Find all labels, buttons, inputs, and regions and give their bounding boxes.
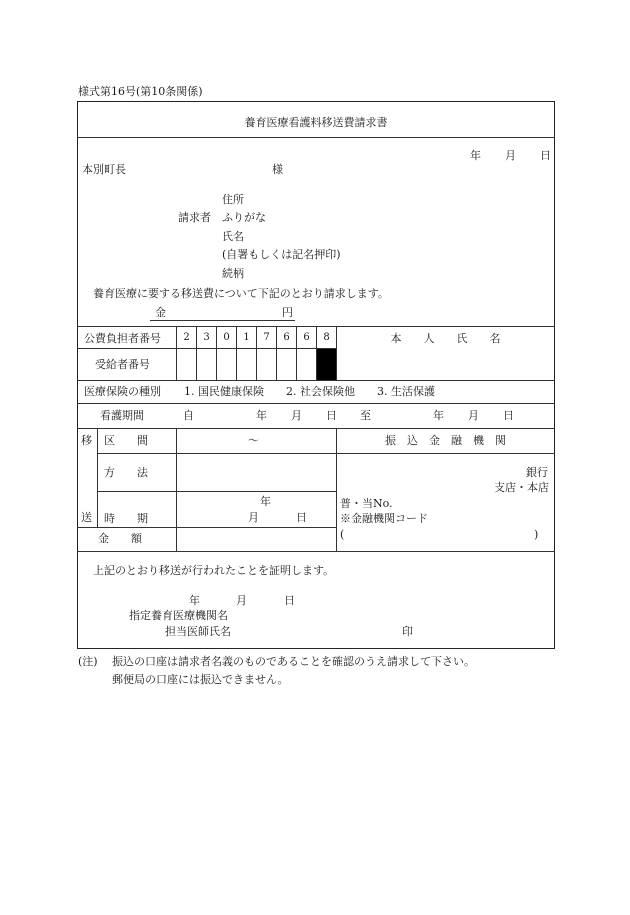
transfer-label-bottom: 送 (81, 511, 92, 524)
form-title: 養育医療看護料移送費請求書 (244, 116, 388, 129)
date-month: 月 (505, 149, 516, 162)
care-from: 自 (183, 409, 194, 422)
divider (77, 348, 176, 349)
care-to-month: 月 (468, 409, 479, 422)
request-text: 養育医療に要する移送費について下記のとおり請求します。 (93, 287, 389, 300)
recipient-name-header: 本 人 氏 名 (390, 332, 501, 345)
divider (296, 326, 297, 380)
addressee: 本別町長 (82, 163, 126, 176)
divider (77, 527, 336, 528)
divider (77, 551, 555, 552)
divider (196, 326, 197, 380)
divider (216, 326, 217, 380)
field-address: 住所 (222, 193, 244, 206)
insurance-options: 1. 国民健康保険 2. 社会保険他 3. 生活保護 (184, 385, 435, 398)
seal-mark: 印 (402, 625, 413, 638)
blacked-out-cell (317, 349, 336, 380)
section-label: 区 間 (104, 434, 148, 447)
care-to: 至 (360, 409, 371, 422)
note-prefix: (注) (78, 655, 98, 668)
timing-label: 時 期 (104, 512, 148, 525)
payer-digit: 7 (263, 332, 270, 343)
cert-year: 年 (189, 594, 200, 607)
divider (77, 403, 555, 404)
insurance-type-label: 医療保険の種別 (84, 385, 161, 398)
date-year: 年 (470, 149, 481, 162)
field-relationship: 続柄 (222, 267, 244, 280)
care-period-label: 看護期間 (100, 409, 144, 422)
bank-code-label: ※金融機関コード (340, 512, 428, 525)
bank-label: 銀行 (526, 466, 548, 479)
method-label: 方 法 (104, 466, 148, 479)
certification-text: 上記のとおり移送が行われたことを証明します。 (93, 564, 335, 577)
bank-header: 振 込 金 融 機 関 (385, 434, 506, 447)
timing-year: 年 (260, 495, 271, 508)
cert-month: 月 (236, 594, 247, 607)
divider (77, 137, 555, 138)
claimant-label: 請求者 (178, 211, 211, 224)
payer-digit: 6 (303, 332, 310, 343)
branch-label: 支店・本店 (494, 481, 549, 494)
divider (97, 453, 555, 454)
care-to-year: 年 (433, 409, 444, 422)
cert-day: 日 (284, 594, 295, 607)
divider (276, 326, 277, 380)
timing-month: 月 (248, 511, 259, 524)
divider (336, 428, 337, 551)
section-tilde: 〜 (248, 434, 259, 447)
transfer-label-top: 移 (81, 434, 92, 447)
care-from-year: 年 (256, 409, 267, 422)
care-from-month: 月 (291, 409, 302, 422)
amount-label: 金 額 (98, 532, 142, 545)
paren-open: ( (340, 528, 345, 541)
divider (236, 326, 237, 380)
payer-digit: 1 (243, 332, 250, 343)
field-name: 氏名 (222, 230, 244, 243)
payer-digit: 3 (203, 332, 210, 343)
field-furigana: ふりがな (222, 211, 266, 224)
payer-digit: 8 (323, 332, 330, 343)
honorific: 様 (272, 163, 283, 176)
divider (77, 380, 555, 381)
payer-digit: 6 (283, 332, 290, 343)
divider (77, 428, 555, 429)
payer-digit: 2 (183, 332, 190, 343)
care-to-day: 日 (503, 409, 514, 422)
payer-digit: 0 (223, 332, 230, 343)
amount-suffix: 円 (282, 306, 293, 319)
divider (97, 491, 336, 492)
amount-prefix: 金 (155, 306, 166, 319)
date-day: 日 (540, 149, 551, 162)
divider (176, 428, 177, 551)
amount-underline (150, 320, 295, 321)
note-line-1: 振込の口座は請求者名義のものであることを確認のうえ請求して下さい。 (112, 655, 475, 668)
payer-number-label: 公費負担者番号 (84, 332, 161, 345)
divider (176, 326, 177, 380)
field-signature-note: (自署もしくは記名押印) (222, 248, 341, 261)
timing-day: 日 (296, 511, 307, 524)
doctor-label: 担当医師氏名 (165, 625, 231, 638)
care-from-day: 日 (326, 409, 337, 422)
form-number: 様式第16号(第10条関係) (78, 85, 203, 98)
divider (256, 326, 257, 380)
paren-close: ) (534, 528, 539, 541)
institution-label: 指定養育医療機関名 (129, 609, 228, 622)
recipient-number-label: 受給者番号 (95, 358, 150, 371)
account-type: 普・当No. (340, 497, 393, 510)
divider (97, 428, 98, 527)
note-line-2: 郵便局の口座には振込できません。 (112, 673, 289, 686)
